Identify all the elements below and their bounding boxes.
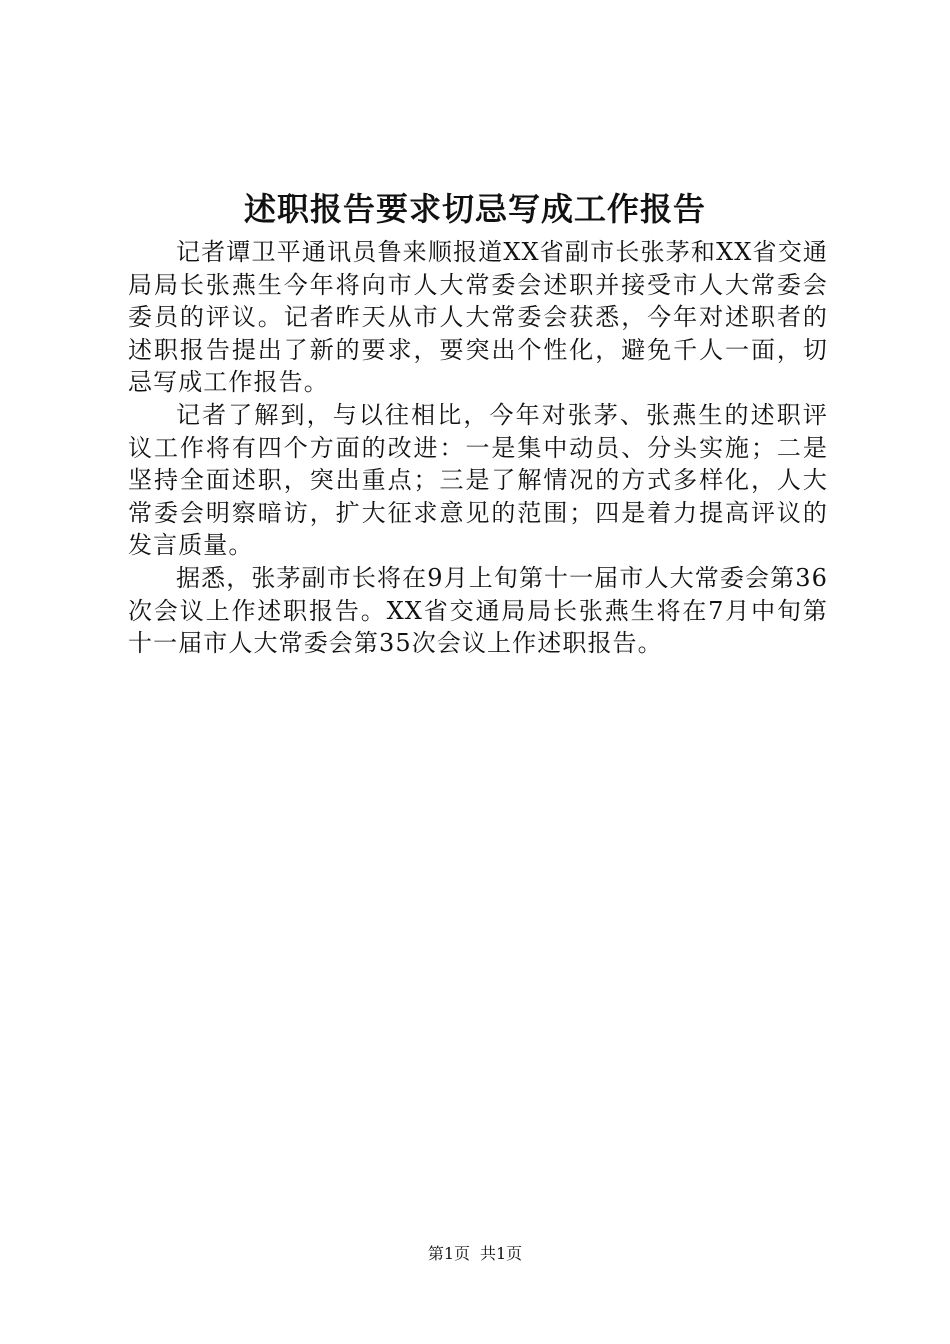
paragraph-1: 记者谭卫平通讯员鲁来顺报道XX省副市长张茅和XX省交通局局长张燕生今年将向市人大常委会述职并接受市人大常委会委员的评议。记者昨天从市人大常委会获悉，今年对述职者的述职报告提出了新的要求，要突出个性化，避免千人一面，切忌写成工作报告。 xyxy=(128,238,828,397)
document-body xyxy=(128,236,828,660)
document-title: 述职报告要求切忌写成工作报告 xyxy=(243,190,706,228)
page-footer xyxy=(0,1244,950,1264)
page-total: 共1页 xyxy=(480,1244,523,1263)
page-number: 第1页 xyxy=(427,1244,470,1263)
paragraph-3: 据悉，张茅副市长将在9月上旬第十一届市人大常委会第36次会议上作述职报告。XX省交通局局长张燕生将在7月中旬第十一届市人大常委会第35次会议上作述职报告。 xyxy=(128,563,828,658)
paragraph-2: 记者了解到，与以往相比，今年对张茅、张燕生的述职评议工作将有四个方面的改进：一是集中动员、分头实施；二是坚持全面述职，突出重点；三是了解情况的方式多样化，人大常委会明察暗访，扩大征求意见的范围；四是着力提高评议的发言质量。 xyxy=(128,400,828,560)
